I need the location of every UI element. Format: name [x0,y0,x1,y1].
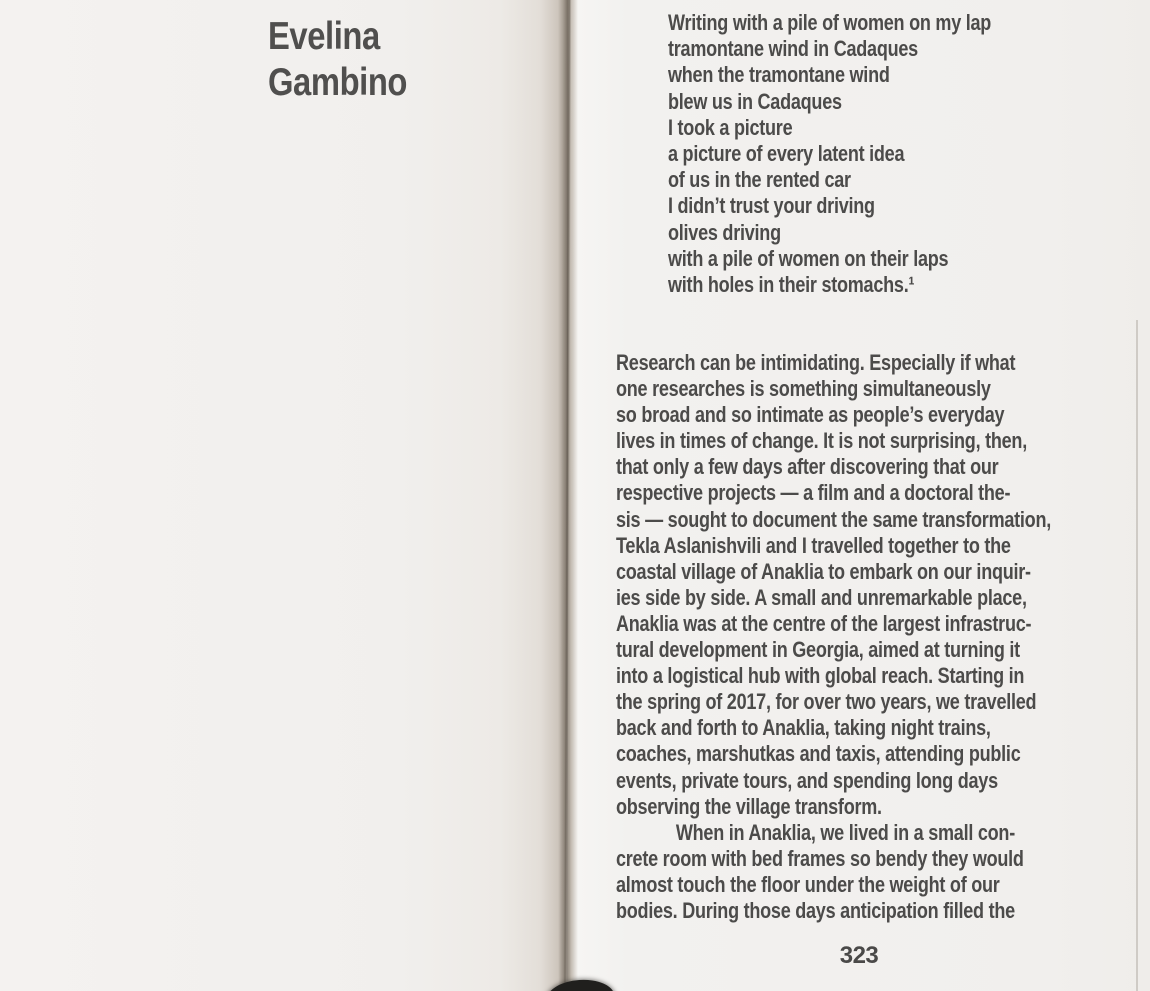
text-line: so broad and so intimate as people’s everyday [616,402,1005,428]
text-line: observing the village transform. [616,793,882,819]
text-line: ies side by side. A small and unremarkable place, [616,584,1027,610]
left-page [0,0,568,991]
text-line: blew us in Cadaques [668,88,842,114]
right-page [568,0,1150,991]
poem-block [668,10,991,298]
text-line: lives in times of change. It is not surprising, then, [616,428,1027,454]
text-line: I didn’t trust your driving [668,193,875,219]
prose-block [616,350,1051,924]
text-line: back and forth to Anaklia, taking night trains, [616,715,991,741]
text-line: tramontane wind in Cadaques [668,36,918,62]
text-line: bodies. During those days anticipation filled the [616,897,1015,923]
text-line: Evelina [268,15,380,58]
text-line: Writing with a pile of women on my lap [668,10,992,35]
text-line: I took a picture [668,114,793,140]
text-line: when the tramontane wind [668,62,890,88]
text-line: crete room with bed frames so bendy they would [616,845,1024,871]
text-line: almost touch the floor under the weight of our [616,871,1000,897]
text-line: of us in the rented car [668,167,851,193]
text-line: Research can be intimidating. Especially if what [616,350,1016,375]
page-number: 323 [839,942,879,969]
text-line: a picture of every latent idea [668,141,905,167]
text-line: with holes in their stomachs.¹ [668,272,915,298]
text-line: sis — sought to document the same transformation, [616,506,1051,532]
text-line: respective projects — a film and a doctoral the- [616,480,1011,506]
text-line: events, private tours, and spending long days [616,767,998,793]
text-line: coastal village of Anaklia to embark on our inquir- [616,558,1031,584]
text-line: coaches, marshutkas and taxis, attending public [616,741,1021,767]
paragraph-1 [616,350,1051,820]
text-line: Gambino [268,61,408,104]
text-line: with a pile of women on their laps [668,245,949,271]
text-line: tural development in Georgia, aimed at turning it [616,637,1020,663]
text-line: olives driving [668,219,781,245]
text-line: the spring of 2017, for over two years, we travelled [616,689,1037,715]
author-name [268,14,407,106]
text-line: that only a few days after discovering that our [616,454,999,480]
text-line: Anaklia was at the centre of the largest infrastruc- [616,610,1032,636]
text-line: Tekla Aslanishvili and I travelled together to the [616,532,1011,558]
page-edge-line [1136,320,1138,991]
paragraph-2 [616,820,1051,924]
text-line: into a logistical hub with global reach. Starting in [616,663,1025,689]
text-line: one researches is something simultaneously [616,376,991,402]
text-line: When in Anaklia, we lived in a small con- [675,819,1015,845]
